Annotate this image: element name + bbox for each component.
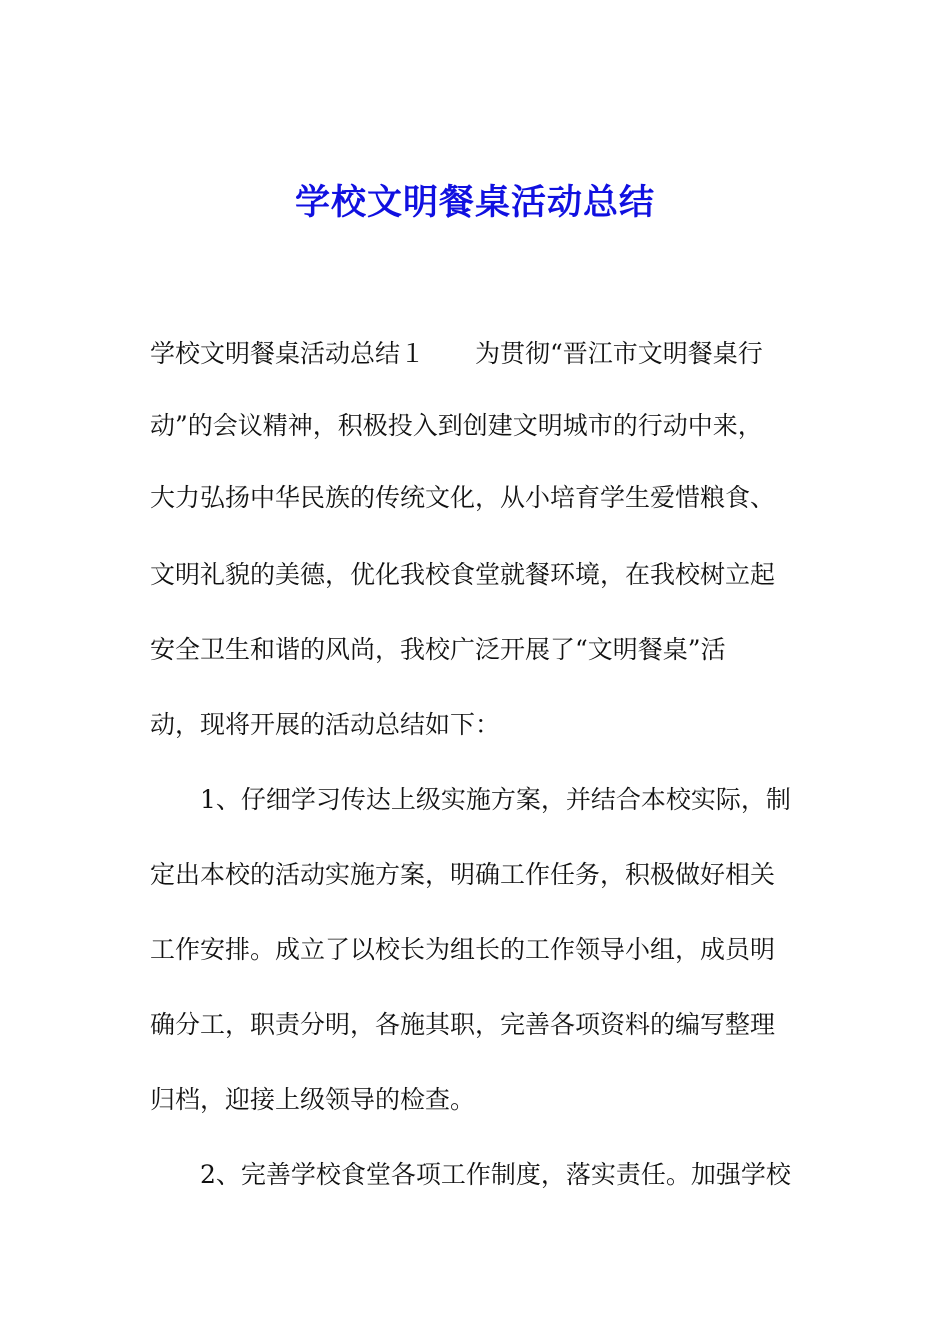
text-line: 安全卫生和谐的风尚，我校广泛开展了“文明餐桌”活 — [150, 635, 726, 664]
text-line: 动”的会议精神，积极投入到创建文明城市的行动中来， — [150, 411, 763, 440]
text-line: 定出本校的活动实施方案，明确工作任务，积极做好相关 — [150, 860, 776, 889]
text-line: 1、仔细学习传达上级实施方案，并结合本校实际，制 — [150, 785, 791, 814]
text-line: 大力弘扬中华民族的传统文化，从小培育学生爱惜粮食、 — [150, 483, 776, 512]
text-line: 工作安排。成立了以校长为组长的工作领导小组，成员明 — [150, 935, 776, 964]
text-line: 归档，迎接上级领导的检查。 — [150, 1085, 476, 1114]
text-line: 确分工，职责分明，各施其职，完善各项资料的编写整理 — [150, 1010, 776, 1039]
text-line: 动，现将开展的活动总结如下： — [150, 710, 501, 739]
text-line: 学校文明餐桌活动总结１ 为贯彻“晋江市文明餐桌行 — [150, 339, 763, 368]
text-line: 文明礼貌的美德，优化我校食堂就餐环境，在我校树立起 — [150, 560, 776, 589]
text-line: 2、完善学校食堂各项工作制度，落实责任。加强学校 — [150, 1160, 791, 1189]
document-title: 学校文明餐桌活动总结 — [294, 182, 655, 223]
